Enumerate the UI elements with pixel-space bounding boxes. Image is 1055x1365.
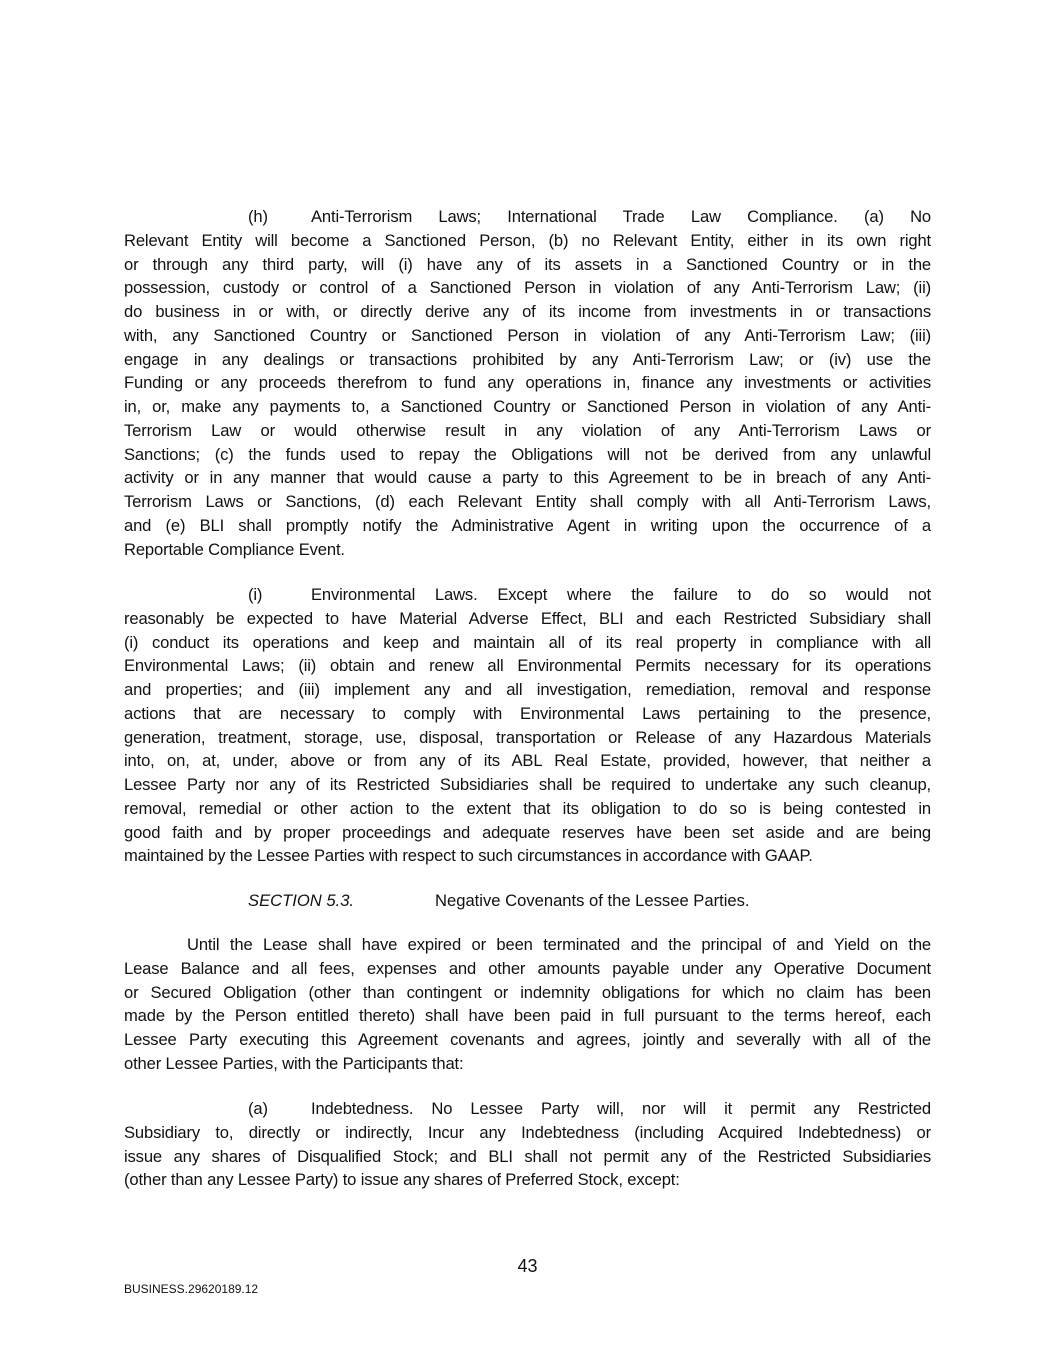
section-title: Negative Covenants of the Lessee Parties. (435, 891, 750, 910)
paragraph-until (124, 933, 931, 1076)
text-line: good faith and by proper proceedings and adequate reserves have been set aside and are being (124, 822, 931, 842)
text-line: reasonably be expected to have Material Adverse Effect, BLI and each Restricted Subsidiary shall (124, 608, 931, 628)
text-line: into, on, at, under, above or from any of its ABL Real Estate, provided, however, that neither a (124, 751, 931, 771)
text-line: engage in any dealings or transactions prohibited by any Anti-Terrorism Law; or (iv) use the (124, 349, 931, 369)
text-line: Lessee Party executing this Agreement covenants and agrees, jointly and severally with all of the (124, 1030, 931, 1049)
text-line: Reportable Compliance Event. (124, 539, 345, 559)
paragraph-heading-text: Anti-Terrorism Laws; International Trade Law Compliance. (a) No (311, 207, 931, 226)
text-line: Sanctions; (c) the funds used to repay the Obligations will not be derived from any unlawful (124, 444, 931, 464)
text-line: (other than any Lessee Party) to issue any shares of Preferred Stock, except: (124, 1170, 680, 1190)
section-heading (248, 889, 750, 913)
text-line: or Secured Obligation (other than contingent or indemnity obligations for which no claim has been (124, 982, 931, 1002)
text-line: maintained by the Lessee Parties with respect to such circumstances in accordance with GAAP. (124, 846, 813, 866)
page-number: 43 (517, 1256, 538, 1276)
text-line: generation, treatment, storage, use, disposal, transportation or Release of any Hazardous Materials (124, 727, 931, 747)
text-line: Relevant Entity will become a Sanctioned Person, (b) no Relevant Entity, either in its own right (124, 230, 931, 250)
text-line: other Lessee Parties, with the Participants that: (124, 1053, 464, 1073)
paragraph-i (124, 583, 931, 868)
text-line: Terrorism Laws or Sanctions, (d) each Relevant Entity shall comply with all Anti-Terrorism Laws, (124, 492, 931, 511)
text-line: or through any third party, will (i) have any of its assets in a Sanctioned Country or in the (124, 254, 931, 274)
text-line: Lessee Party nor any of its Restricted Subsidiaries shall be required to undertake any such cleanup, (124, 775, 931, 794)
text-line: removal, remedial or other action to the extent that its obligation to do so is being contested in (124, 798, 931, 818)
text-line: and properties; and (iii) implement any and all investigation, remediation, removal and response (124, 680, 931, 699)
text-line: in, or, make any payments to, a Sanctioned Country or Sanctioned Person in violation of any Anti- (124, 397, 931, 416)
text-line: made by the Person entitled thereto) shall have been paid in full pursuant to the terms hereof, each (124, 1006, 931, 1026)
text-line: Until the Lease shall have expired or been terminated and the principal of and Yield on the (187, 935, 931, 954)
text-line: Lease Balance and all fees, expenses and other amounts payable under any Operative Document (124, 958, 931, 978)
paragraph-h (124, 205, 931, 561)
footer-doc-id: BUSINESS.29620189.12 (124, 1282, 259, 1296)
section-number: SECTION 5.3. (248, 891, 355, 910)
text-line: with, any Sanctioned Country or Sanctioned Person in violation of any Anti-Terrorism Law; (iii) (124, 325, 931, 345)
paragraph-label: (i) (248, 585, 263, 604)
paragraph-a (124, 1097, 931, 1192)
text-line (124, 1097, 931, 1121)
text-line: activity or in any manner that would cause a party to this Agreement to be in breach of any Anti- (124, 468, 931, 488)
paragraph-heading-text: Indebtedness. No Lessee Party will, nor will it permit any Restricted (311, 1099, 931, 1118)
text-line (124, 205, 931, 229)
text-line: actions that are necessary to comply with Environmental Laws pertaining to the presence, (124, 703, 931, 723)
text-line: Funding or any proceeds therefrom to fund any operations in, finance any investments or activities (124, 373, 931, 393)
text-line: Terrorism Law or would otherwise result in any violation of any Anti-Terrorism Laws or (124, 420, 931, 440)
text-line: do business in or with, or directly derive any of its income from investments in or transactions (124, 302, 931, 321)
text-line: and (e) BLI shall promptly notify the Administrative Agent in writing upon the occurrence of a (124, 515, 931, 535)
text-line: Subsidiary to, directly or indirectly, Incur any Indebtedness (including Acquired Indebtedness) or (124, 1122, 931, 1142)
text-line (124, 583, 931, 607)
paragraph-label: (a) (248, 1099, 268, 1118)
text-line: issue any shares of Disqualified Stock; and BLI shall not permit any of the Restricted Subsidiaries (124, 1146, 931, 1166)
text-line: Environmental Laws; (ii) obtain and renew all Environmental Permits necessary for its operations (124, 656, 931, 676)
text-line: possession, custody or control of a Sanctioned Person in violation of any Anti-Terrorism Law; (ii) (124, 278, 931, 298)
paragraph-heading-text: Environmental Laws. Except where the failure to do so would not (311, 585, 931, 604)
paragraph-label: (h) (248, 207, 268, 226)
text-line: (i) conduct its operations and keep and maintain all of its real property in compliance with all (124, 632, 931, 652)
